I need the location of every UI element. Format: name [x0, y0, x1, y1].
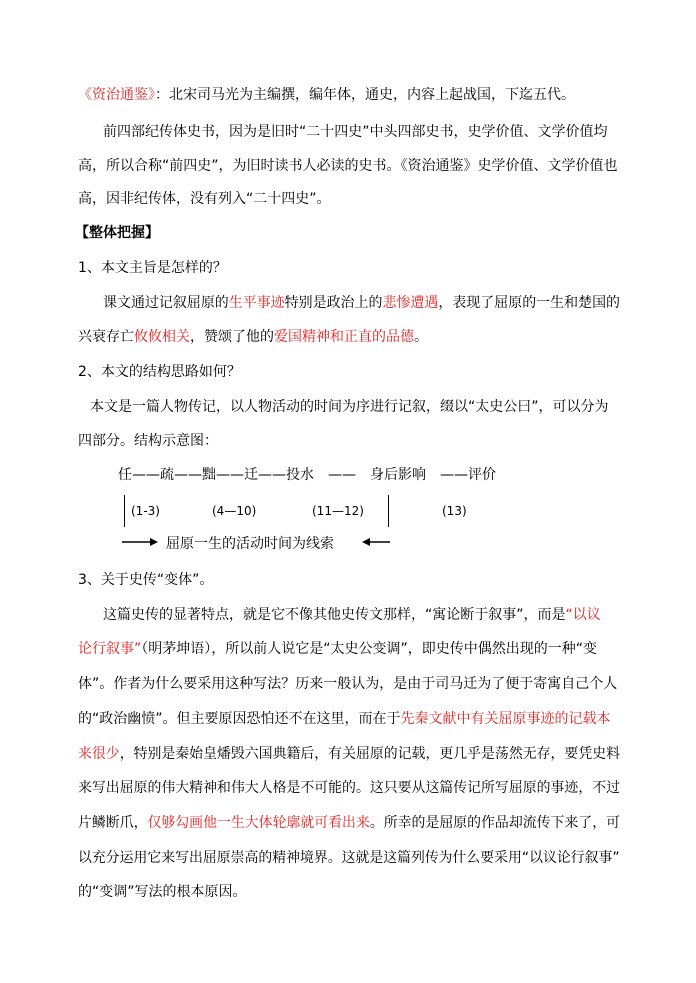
highlight-run: 论行叙事”	[78, 641, 142, 657]
range-3: (11—12)	[312, 504, 364, 518]
text-run: ，表现了屈原的一生和楚国的	[438, 295, 621, 311]
question-1: 1、本文主旨是怎样的？	[78, 260, 227, 276]
text-run: 片鳞断爪，	[78, 815, 148, 831]
para2-line3: 高，因非纪传体，没有列入“二十四史”。	[78, 191, 331, 207]
diagram-caption: 屈原一生的活动时间为线索	[166, 536, 334, 552]
highlight-run: “以议	[565, 607, 601, 623]
answer-3-line7	[78, 814, 620, 832]
text-run: 课文通过记叙屈原的	[103, 295, 229, 311]
answer-3-line5	[78, 745, 620, 763]
question-3: 3、关于史传“变体”。	[78, 572, 214, 588]
text-run: 兴衰存亡	[78, 329, 134, 345]
answer-3-line6: 来写出屈原的伟大精神和伟大人格是不可能的。这只要从这篇传记所写屈原的事迹，不过	[78, 780, 621, 796]
question-2: 2、本文的结构思路如何？	[78, 364, 241, 380]
highlight-run: 先秦文献中有关屈原事迹的记载本	[400, 711, 611, 727]
text-run: （明茅坤语），所以前人说它是“太史公变调”，即史传中偶然出现的一种“变	[141, 641, 598, 657]
text-run: 特别是政治上的	[284, 295, 383, 311]
answer-3-line8: 以充分运用它来写出屈原崇高的精神境界。这就是这篇列传为什么要采用“以议论行叙事”	[78, 850, 620, 866]
text-run: ，特别是秦始皇燔毁六国典籍后，有关屈原的记载，更几乎是荡然无存，要凭史料	[119, 746, 621, 762]
diagram-left-bar	[124, 495, 125, 527]
text-run: 的“政治幽愤”。但主要原因恐怕还不在这里，而在于	[78, 711, 401, 727]
text-run: 。所幸的是屈原的作品却流传下来了，可	[369, 815, 621, 831]
answer-1-line1	[103, 294, 620, 312]
highlight-run: 攸攸相关	[134, 329, 190, 345]
right-arrow-icon	[122, 536, 158, 548]
text-run: ，赞颂了他的	[190, 329, 274, 345]
structure-stages: 任——疏——黜——迁——投水 —— 身后影响 ——评价	[118, 467, 496, 483]
highlight-run: 爱国精神和正直的品德	[274, 329, 414, 345]
range-1: (1-3)	[131, 504, 160, 518]
answer-2-line1: 本文是一篇人物传记，以人物活动的时间为序进行记叙，缀以“太史公曰”，可以分为	[90, 399, 609, 415]
para2-line2: 高，所以合称“前四史”，为旧时读书人必读的史书。《资治通鉴》史学价值、文学价值也	[78, 158, 618, 174]
highlight-run: 仅够勾画他一生大体轮廓就可看出来	[147, 815, 370, 831]
highlight-run: 悲惨遭遇	[382, 295, 439, 311]
answer-2-line2: 四部分。结构示意图：	[78, 433, 218, 449]
text-run: 这篇史传的显著特点，就是它不像其他史传文那样，“寓论断于叙事”，而是	[103, 607, 566, 623]
answer-1-line2	[78, 328, 428, 346]
answer-3-line3: 体”。作者为什么要采用这种写法？历来一般认为，是由于司马迁为了便于寄寓自己个人	[78, 676, 618, 692]
para2-line1: 前四部纪传体史书，因为是旧时“二十四史”中头四部史书，史学价值、文学价值均	[103, 124, 608, 140]
highlight-run: 来很少	[78, 746, 120, 762]
intro-text: ：北宋司马光为主编撰，编年体，通史，内容上起战国，下迄五代。	[155, 87, 575, 103]
range-4: (13)	[442, 504, 467, 518]
highlight-run: 生平事迹	[228, 295, 285, 311]
answer-3-line2	[78, 640, 597, 658]
book-title-zizhitongjian: 《资治通鉴》	[78, 87, 155, 103]
range-2: (4—10)	[212, 504, 257, 518]
answer-3-line4	[78, 710, 611, 728]
intro-line	[78, 86, 575, 104]
answer-3-line9: 的“变调”写法的根本原因。	[78, 884, 247, 900]
text-run: 。	[414, 329, 428, 345]
section-heading: 【整体把握】	[75, 225, 159, 241]
diagram-right-bar	[388, 495, 389, 527]
left-arrow-icon	[362, 536, 390, 548]
answer-3-line1	[103, 606, 601, 624]
